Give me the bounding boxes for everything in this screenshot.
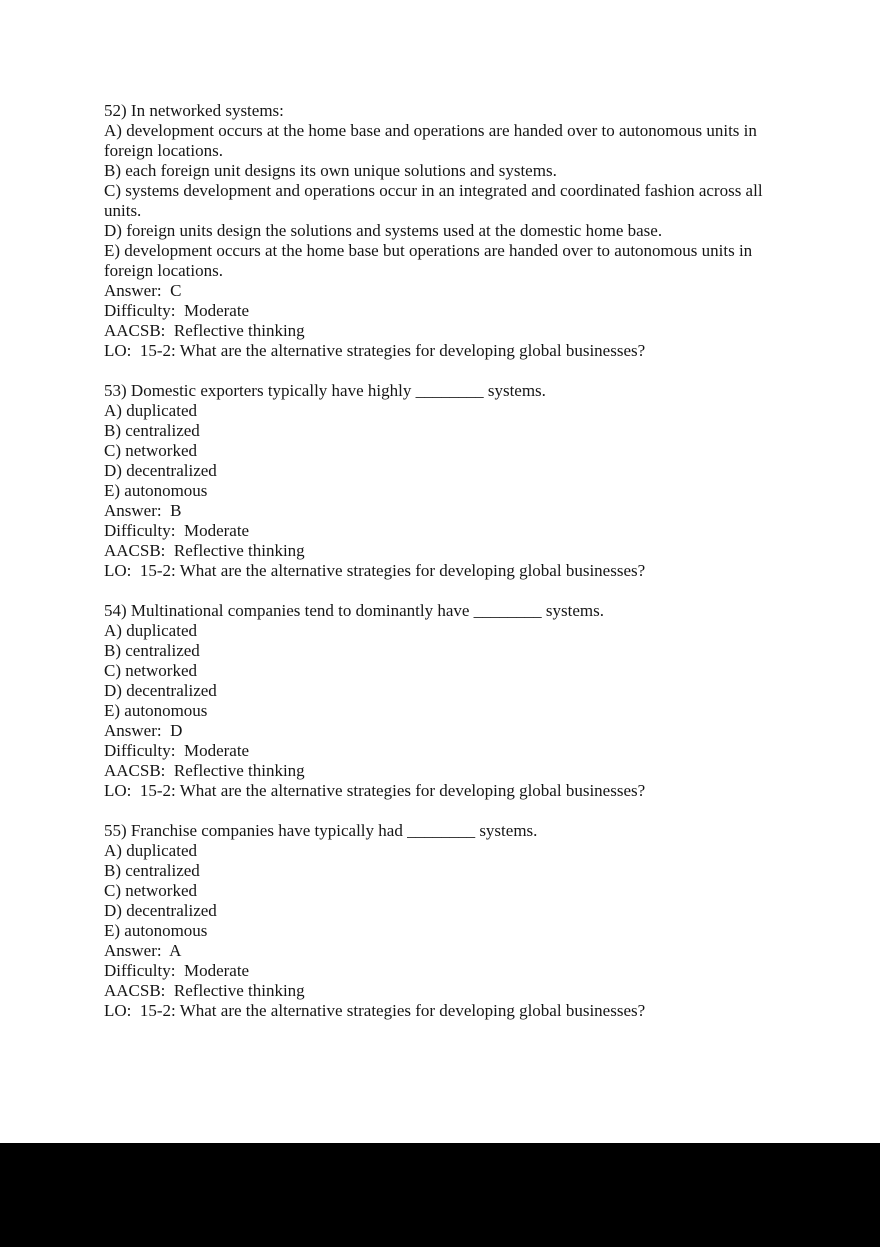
option-a: A) duplicated [104,401,197,420]
difficulty-line: Difficulty: Moderate [104,961,250,980]
option-c: C) networked [104,441,198,460]
aacsb-line: AACSB: Reflective thinking [104,321,305,340]
question-block-54 [104,601,776,801]
option-d: D) decentralized [104,461,217,480]
learning-objective-line: LO: 15-2: What are the alternative strategies for developing global businesses? [104,1001,646,1020]
option-e: E) development occurs at the home base but operations are handed over to autonomous units in foreign locations. [104,241,757,280]
answer-line: Answer: C [104,281,182,300]
option-c: C) networked [104,661,198,680]
learning-objective-line: LO: 15-2: What are the alternative strategies for developing global businesses? [104,341,646,360]
aacsb-line: AACSB: Reflective thinking [104,541,305,560]
option-a: A) duplicated [104,841,197,860]
option-b: B) each foreign unit designs its own unique solutions and systems. [104,161,557,180]
option-d: D) decentralized [104,901,217,920]
question-stem: 54) Multinational companies tend to dominantly have ________ systems. [104,601,605,620]
answer-line: Answer: A [104,941,182,960]
option-b: B) centralized [104,421,200,440]
option-b: B) centralized [104,641,200,660]
learning-objective-line: LO: 15-2: What are the alternative strategies for developing global businesses? [104,561,646,580]
difficulty-line: Difficulty: Moderate [104,741,250,760]
aacsb-line: AACSB: Reflective thinking [104,761,305,780]
answer-line: Answer: D [104,721,183,740]
question-block-53 [104,381,776,581]
viewer-background [0,1143,880,1247]
option-d: D) decentralized [104,681,217,700]
answer-line: Answer: B [104,501,182,520]
option-b: B) centralized [104,861,200,880]
option-e: E) autonomous [104,701,208,720]
aacsb-line: AACSB: Reflective thinking [104,981,305,1000]
question-block-52 [104,101,776,361]
option-d: D) foreign units design the solutions and systems used at the domestic home base. [104,221,663,240]
option-c: C) systems development and operations occur in an integrated and coordinated fashion across all units. [104,181,767,220]
question-block-55 [104,821,776,1021]
option-c: C) networked [104,881,198,900]
option-a: A) duplicated [104,621,197,640]
question-stem: 52) In networked systems: [104,101,284,120]
option-e: E) autonomous [104,921,208,940]
option-a: A) development occurs at the home base and operations are handed over to autonomous units in foreign locations. [104,121,762,160]
difficulty-line: Difficulty: Moderate [104,301,250,320]
difficulty-line: Difficulty: Moderate [104,521,250,540]
learning-objective-line: LO: 15-2: What are the alternative strategies for developing global businesses? [104,781,646,800]
question-stem: 55) Franchise companies have typically had ________ systems. [104,821,538,840]
option-e: E) autonomous [104,481,208,500]
question-stem: 53) Domestic exporters typically have highly ________ systems. [104,381,546,400]
